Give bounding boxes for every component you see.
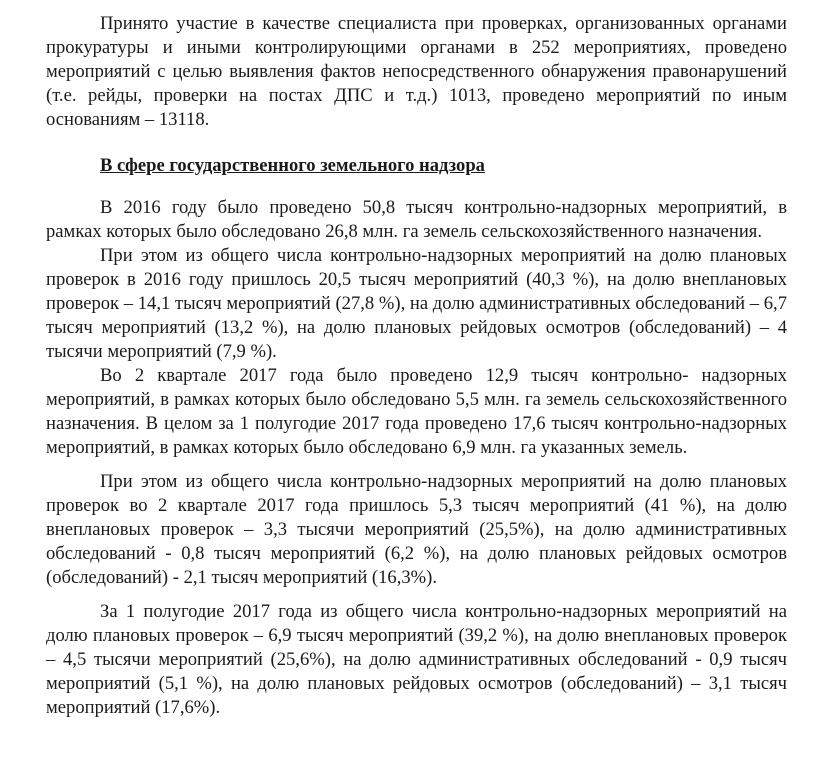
paragraph-2017-q2-totals: Во 2 квартале 2017 года было проведено 12,9 тысяч контрольно- надзорных мероприятий, в рамках которых было обследовано 5,5 млн. га земель сельскохозяйственного назначения. В целом за 1 полугодие 2017 года проведено 17,6 тысяч контрольно-надзорных мероприятий, в рамках которых было обследовано 6,9 млн. га указанных земель. — [46, 365, 787, 458]
section-heading: В сфере государственного земельного надзора — [100, 155, 485, 176]
paragraph-2016-breakdown: При этом из общего числа контрольно-надзорных мероприятий на долю плановых проверок в 2016 году пришлось 20,5 тысяч мероприятий (40,3 %), на долю внеплановых проверок – 14,1 тысяч мероприятий (27,8 %), на долю административных обследований – 6,7 тысяч мероприятий (13,2 %), на долю плановых рейдовых осмотров (обследований) – 4 тысячи мероприятий (7,9 %). — [46, 245, 787, 362]
paragraph-2017-h1-breakdown: За 1 полугодие 2017 года из общего числа контрольно-надзорных мероприятий на долю плановых проверок – 6,9 тысяч мероприятий (39,2 %), на долю внеплановых проверок – 4,5 тысячи мероприятий (25,6%), на долю административных обследований - 0,9 тысяч мероприятий (5,1 %), на долю плановых рейдовых осмотров (обследований) – 3,1 тысяч мероприятий (17,6%). — [46, 601, 787, 718]
paragraph-2016-totals: В 2016 году было проведено 50,8 тысяч контрольно-надзорных мероприятий, в рамках которых было обследовано 26,8 млн. га земель сельскохозяйственного назначения. — [46, 197, 787, 242]
document-page — [46, 12, 787, 720]
paragraph-2017-q2-breakdown: При этом из общего числа контрольно-надзорных мероприятий на долю плановых проверок во 2 квартале 2017 года пришлось 5,3 тысяч мероприятий (41 %), на долю внеплановых проверок – 3,3 тысячи мероприятий (25,5%), на долю административных обследований - 0,8 тысяч мероприятий (6,2 %), на долю плановых рейдовых осмотров (обследований) - 2,1 тысяч мероприятий (16,3%). — [46, 471, 787, 588]
intro-paragraph: Принято участие в качестве специалиста при проверках, организованных органами прокуратуры и иными контролирующими органами в 252 мероприятиях, проведено мероприятий с целью выявления фактов непосредственного обнаружения правонарушений (т.е. рейды, проверки на постах ДПС и т.д.) 1013, проведено мероприятий по иным основаниям – 13118. — [46, 13, 787, 130]
